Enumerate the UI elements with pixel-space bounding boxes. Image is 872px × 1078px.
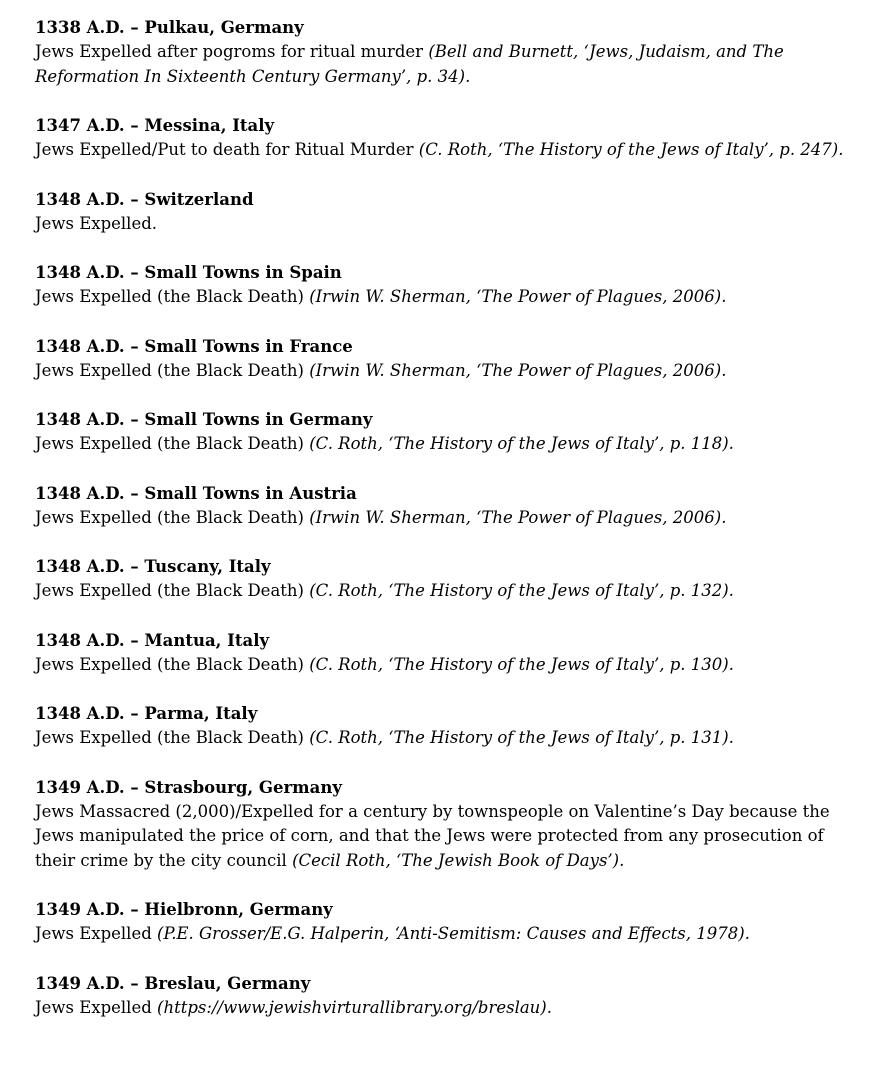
entry-text: Jews Expelled (the Black Death) <box>35 434 310 453</box>
entry-heading: 1348 A.D. – Small Towns in Austria <box>35 483 357 503</box>
entry-citation: (Irwin W. Sherman, ‘The Power of Plagues, 2006). <box>309 507 727 527</box>
entry-france <box>35 335 855 384</box>
entry-text: Jews Expelled. <box>35 213 158 233</box>
entry-body <box>35 506 855 531</box>
entry-heading: 1348 A.D. – Small Towns in Spain <box>35 263 342 282</box>
entry-body <box>35 579 855 604</box>
entry-heading: 1347 A.D. – Messina, Italy <box>35 116 275 135</box>
entry-text: Jews Expelled (the Black Death) <box>35 507 310 527</box>
entry-text: Jews Expelled (the Black Death) <box>35 728 310 747</box>
entry-breslau <box>35 972 855 1021</box>
entry-heading: 1348 A.D. – Mantua, Italy <box>35 630 270 650</box>
entry-heading: 1348 A.D. – Small Towns in Germany <box>35 410 373 429</box>
entry-heading: 1348 A.D. – Tuscany, Italy <box>35 557 271 576</box>
entry-austria <box>35 482 855 531</box>
entry-heading: 1348 A.D. – Small Towns in France <box>35 336 353 356</box>
entry-parma <box>35 702 855 751</box>
entry-text: Jews Expelled (the Black Death) <box>35 654 310 674</box>
entry-messina <box>35 114 855 163</box>
entry-body <box>35 726 855 751</box>
entry-citation: (https://www.jewishvirturallibrary.org/breslau). <box>157 997 552 1017</box>
entry-heading: 1348 A.D. – Switzerland <box>35 189 254 209</box>
entry-text: Jews Expelled <box>35 997 158 1017</box>
entry-germany-towns <box>35 408 855 457</box>
entry-citation: (Cecil Roth, ‘The Jewish Book of Days’). <box>292 850 625 870</box>
entry-spain <box>35 261 855 310</box>
entry-citation: (C. Roth, ‘The History of the Jews of Italy’, p. 118). <box>309 434 734 453</box>
entry-text: Jews Expelled <box>35 924 158 943</box>
entry-body <box>35 285 855 310</box>
entry-citation: (Bell and Burnett, ‘Jews, Judaism, and The Reformation In Sixteenth Century Germany’, p. 34). <box>35 42 784 86</box>
entry-citation: (C. Roth, ‘The History of the Jews of Italy’, p. 130). <box>309 654 734 674</box>
entry-switzerland <box>35 188 855 237</box>
entry-heading: 1348 A.D. – Parma, Italy <box>35 704 258 723</box>
entry-heading: 1349 A.D. – Hielbronn, Germany <box>35 900 333 919</box>
entry-citation: (C. Roth, ‘The History of the Jews of Italy’, p. 131). <box>309 728 734 747</box>
entry-body <box>35 432 855 457</box>
entry-body <box>35 996 855 1021</box>
entry-heading: 1349 A.D. – Breslau, Germany <box>35 973 311 993</box>
entry-text: Jews Expelled (the Black Death) <box>35 360 310 380</box>
entry-mantua <box>35 629 855 678</box>
entry-text: Jews Expelled/Put to death for Ritual Murder <box>35 140 419 159</box>
entry-strasbourg <box>35 776 855 874</box>
entry-citation: (C. Roth, ‘The History of the Jews of Italy’, p. 132). <box>309 581 734 600</box>
entry-heading: 1338 A.D. – Pulkau, Germany <box>35 18 304 37</box>
entry-citation: (Irwin W. Sherman, ‘The Power of Plagues, 2006). <box>309 360 727 380</box>
entry-citation: (C. Roth, ‘The History of the Jews of Italy’, p. 247). <box>418 140 844 159</box>
entry-text: Jews Expelled after pogroms for ritual murder <box>35 42 429 61</box>
entry-body <box>35 653 855 678</box>
entry-body <box>35 40 855 89</box>
entry-body <box>35 359 855 384</box>
entry-body <box>35 138 855 163</box>
document-page <box>35 16 855 1045</box>
entry-body <box>35 922 855 947</box>
entry-text: Jews Massacred (2,000)/Expelled for a century by townspeople on Valentine’s Day because the Jews manipulated the price of corn, and that the Jews were protected from any prosecution of their crime by the city council <box>35 801 830 870</box>
entry-body <box>35 800 855 874</box>
entry-body <box>35 212 855 237</box>
entry-heading: 1349 A.D. – Strasbourg, Germany <box>35 777 342 797</box>
entry-text: Jews Expelled (the Black Death) <box>35 581 310 600</box>
entry-citation: (P.E. Grosser/E.G. Halperin, ‘Anti-Semitism: Causes and Effects, 1978). <box>157 924 750 943</box>
entry-pulkau <box>35 16 855 89</box>
entry-hielbronn <box>35 898 855 947</box>
entry-citation: (Irwin W. Sherman, ‘The Power of Plagues, 2006). <box>309 287 727 306</box>
entry-tuscany <box>35 555 855 604</box>
entry-text: Jews Expelled (the Black Death) <box>35 287 310 306</box>
